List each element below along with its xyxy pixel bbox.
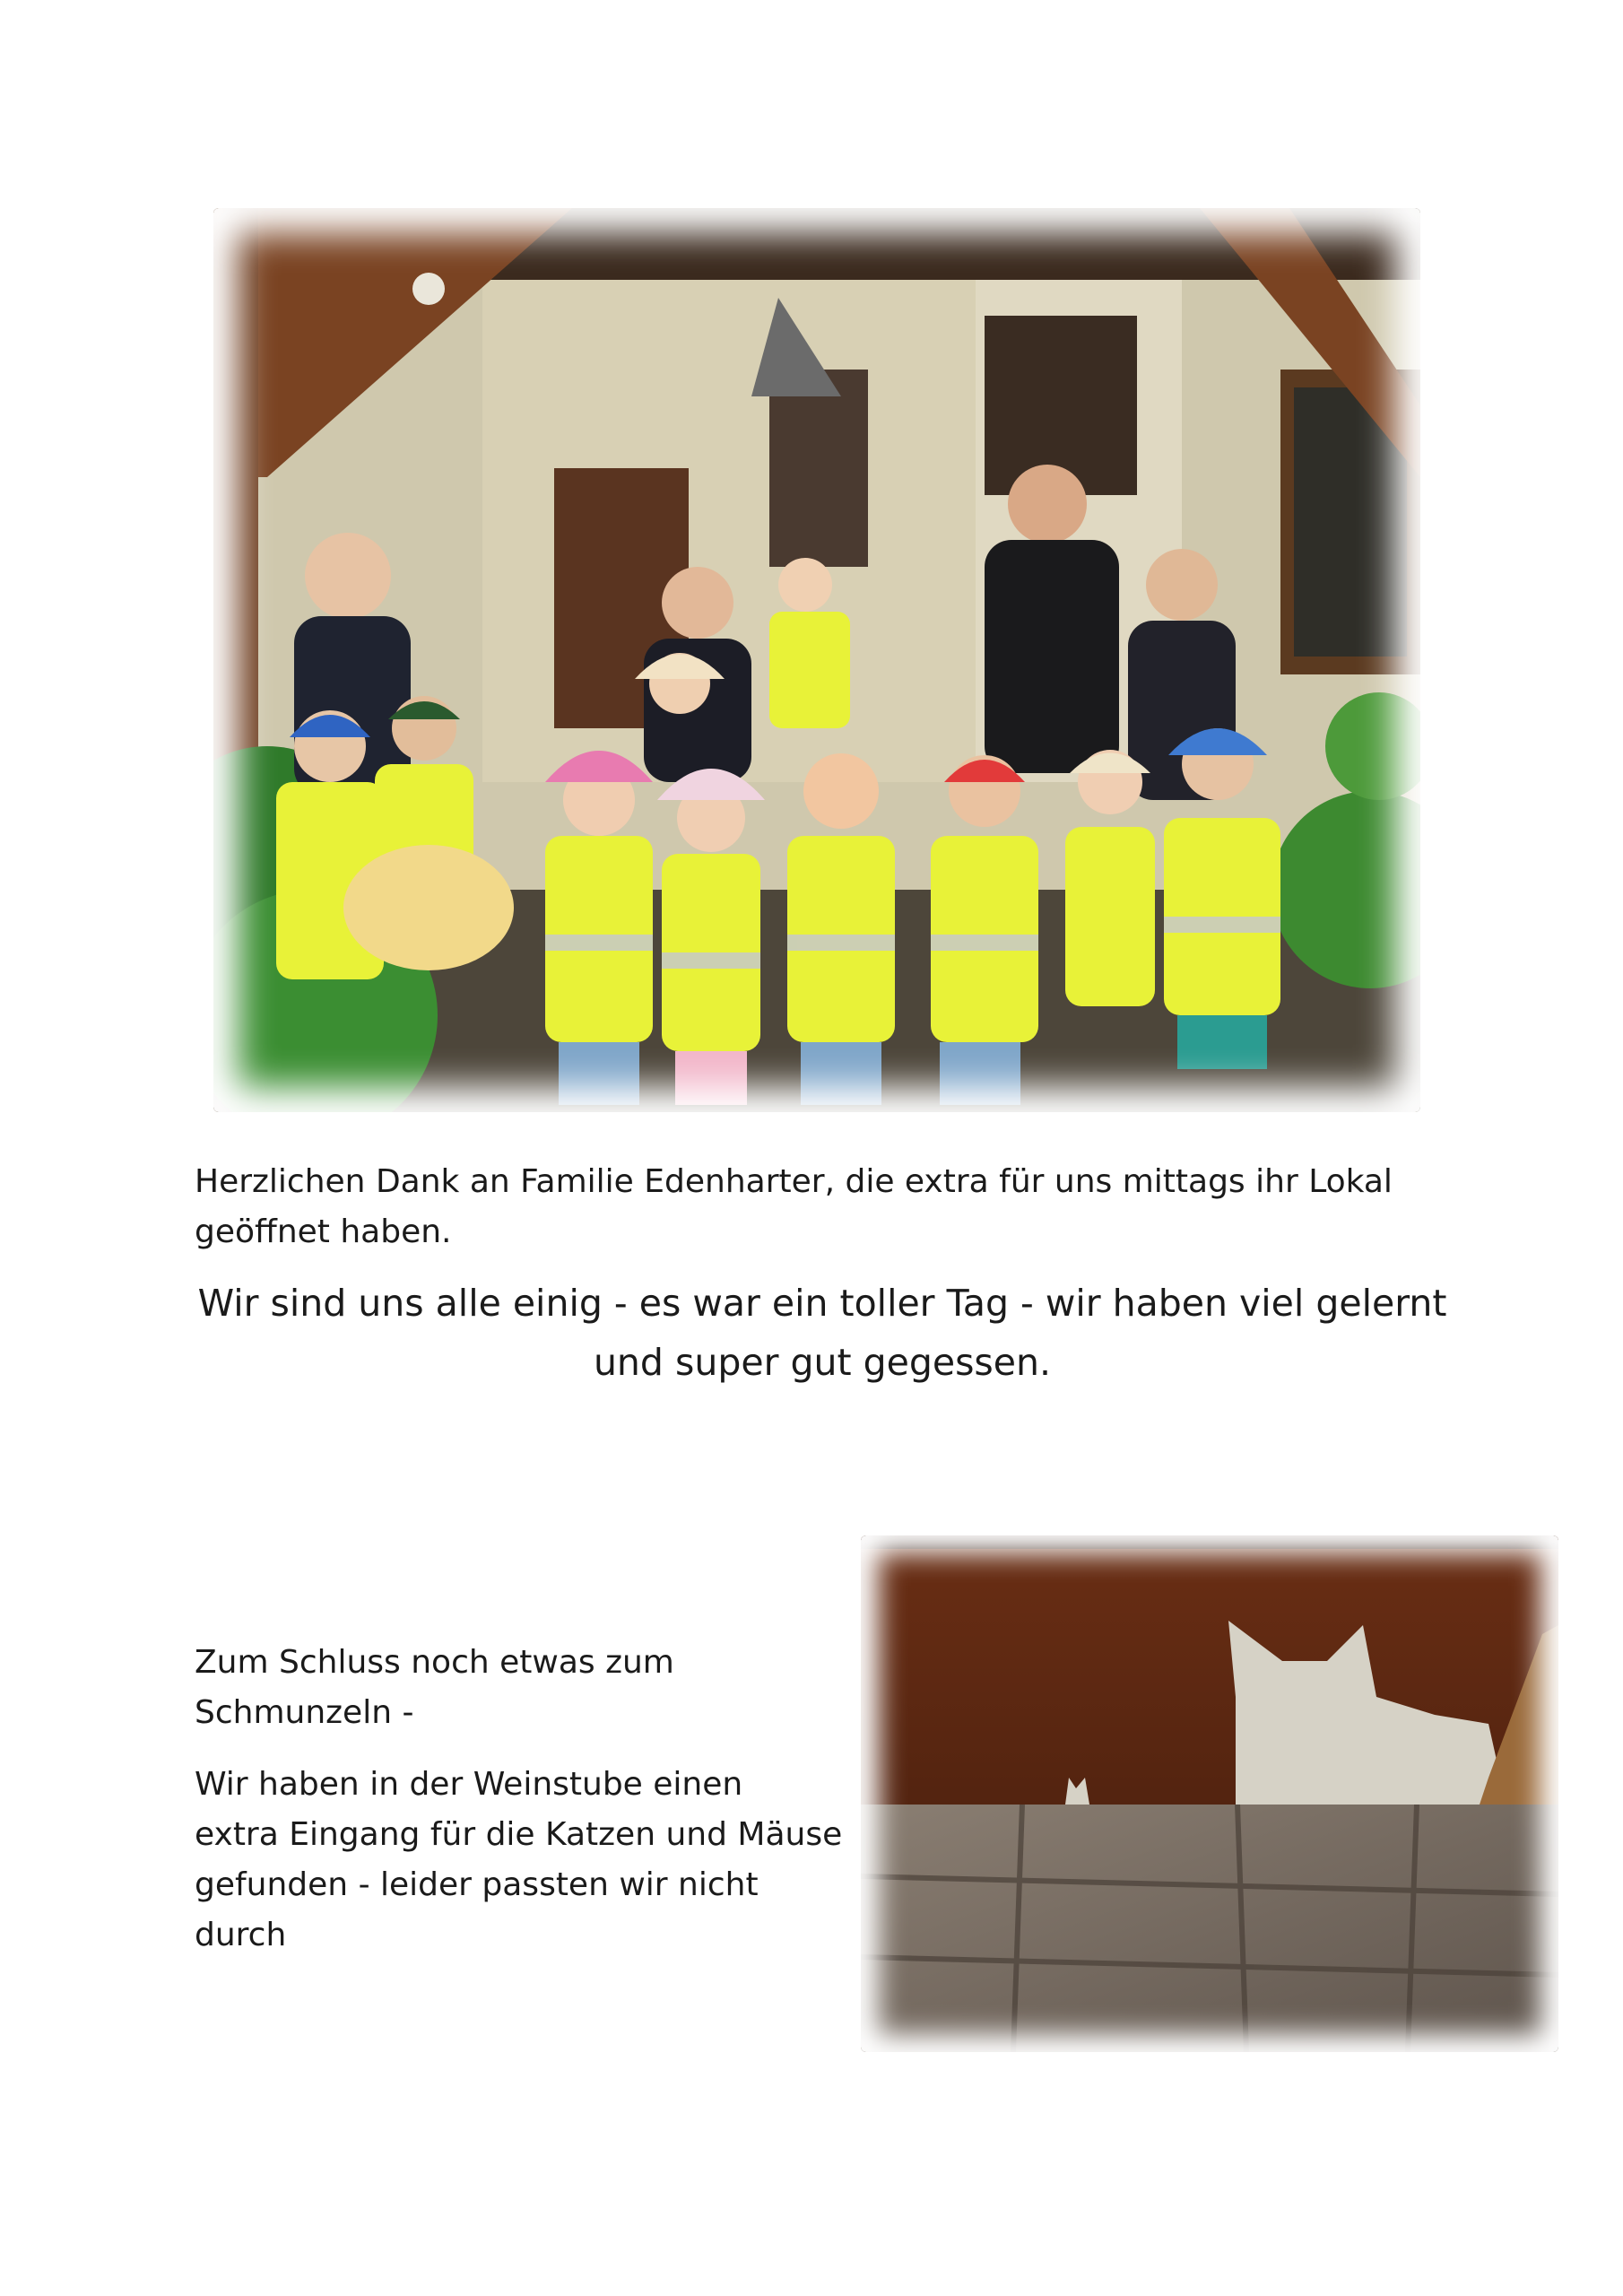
group-photo	[213, 208, 1420, 1112]
cat-door-illustration	[861, 1535, 1558, 2052]
cat-door-photo	[861, 1535, 1558, 2052]
closing-body-line-4: durch	[195, 1917, 287, 1953]
closing-body-line-3: gefunden - leider passten wir nicht	[195, 1866, 759, 1903]
closing-intro	[195, 1638, 840, 1738]
group-photo-illustration	[213, 208, 1420, 1112]
summary-paragraph	[195, 1274, 1450, 1392]
thanks-paragraph	[195, 1157, 1450, 1257]
thanks-line-1: Herzlichen Dank an Familie Edenharter, die extra für uns mittags ihr Lokal	[195, 1163, 1393, 1200]
closing-body-line-2: extra Eingang für die Katzen und Mäuse	[195, 1816, 843, 1853]
summary-line-2: und super gut gegessen.	[593, 1341, 1052, 1384]
summary-line-1: Wir sind uns alle einig - es war ein toller Tag - wir haben viel gelernt	[197, 1282, 1447, 1325]
closing-intro-line-2: Schmunzeln -	[195, 1694, 414, 1731]
closing-body	[195, 1760, 843, 1961]
closing-body-line-1: Wir haben in der Weinstube einen	[195, 1766, 743, 1803]
thanks-line-2: geöffnet haben.	[195, 1213, 452, 1250]
closing-intro-line-1: Zum Schluss noch etwas zum	[195, 1644, 674, 1681]
